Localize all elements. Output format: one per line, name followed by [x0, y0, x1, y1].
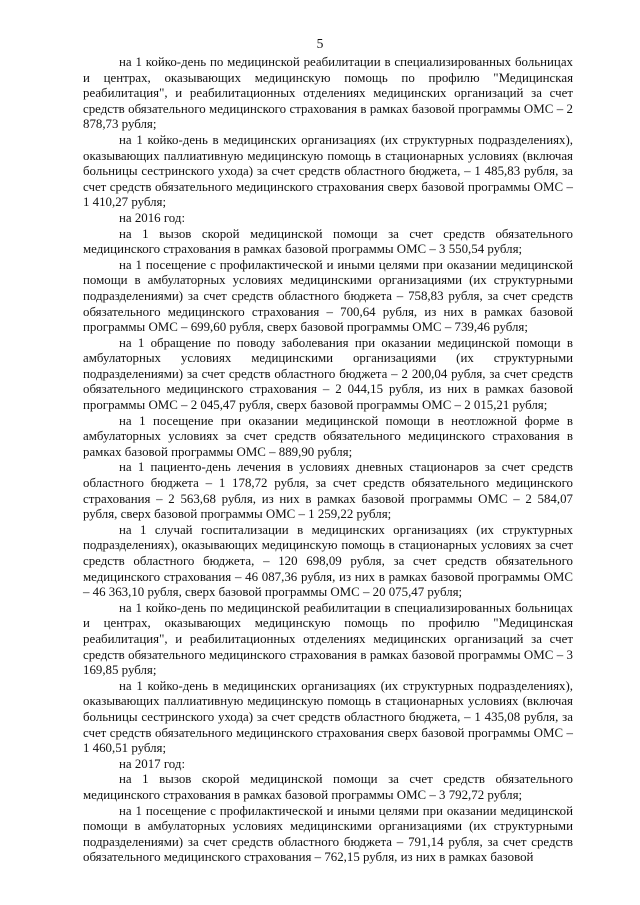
paragraph: на 1 вызов скорой медицинской помощи за счет средств обязательного медицинского страхования в рамках базовой программы ОМС – 3 792,72 рубля; — [83, 772, 573, 802]
paragraph: на 1 пациенто-день лечения в условиях дневных стационаров за счет средств областного бюджета – 1 178,72 рубля, за счет средств обязательного медицинского страхования – 2 563,68 рубля, из них в рамках базовой программы ОМС – 2 584,07 рубля, сверх базовой программы ОМС – 1 259,22 рубля; — [83, 460, 573, 522]
paragraph: на 1 койко-день в медицинских организациях (их структурных подразделениях), оказывающих паллиативную медицинскую помощь в стационарных условиях (включая больницы сестринского ухода) за счет средств областного бюджета, – 1 485,83 рубля, за счет средств обязательного медицинского страхования сверх базовой программы ОМС – 1 410,27 рубля; — [83, 132, 573, 210]
paragraph: на 1 случай госпитализации в медицинских организациях (их структурных подразделениях), оказывающих медицинскую помощь в стационарных условиях за счет средств областного бюджета, – 120 698,09 рубля, за счет средств обязательного медицинского страхования – 46 087,36 рубля, из них в рамках базовой программы ОМС – 46 363,10 рубля, сверх базовой программы ОМС – 20 075,47 рубля; — [83, 522, 573, 600]
paragraph: на 1 вызов скорой медицинской помощи за счет средств обязательного медицинского страхования в рамках базовой программы ОМС – 3 550,54 рубля; — [83, 226, 573, 257]
paragraph: на 1 обращение по поводу заболевания при оказании медицинской помощи в амбулаторных условиях медицинскими организациями (их структурными подразделениями) за счет средств областного бюджета – 2 200,04 рубля, за счет средств обязательного медицинского страхования – 2 044,15 рубля, из них в рамках базовой программы ОМС – 2 045,47 рубля, сверх базовой программы ОМС – 2 015,21 рубля; — [83, 335, 573, 413]
year-heading: на 2016 год: — [119, 210, 186, 225]
paragraph: на 1 койко-день по медицинской реабилитации в специализированных больницах и центрах, оказывающих медицинскую помощь по профилю "Медицинская реабилитация", и реабилитационных отделениях медицинских организаций за счет средств обязательного медицинского страхования в рамках базовой программы ОМС – 2 878,73 рубля; — [83, 55, 573, 132]
paragraph: на 1 посещение с профилактической и иными целями при оказании медицинской помощи в амбулаторных условиях медицинскими организациями (их структурными подразделениями) за счет средств областного бюджета – 791,14 рубля, за счет средств обязательного медицинского страхования – 762,15 рубля, из них в рамках базовой — [83, 803, 573, 865]
paragraph: на 1 посещение при оказании медицинской помощи в неотложной форме в амбулаторных условиях за счет средств обязательного медицинского страхования в рамках базовой программы ОМС – 889,90 рубля; — [83, 413, 573, 459]
paragraph: на 1 посещение с профилактической и иными целями при оказании медицинской помощи в амбулаторных условиях медицинскими организациями (их структурными подразделениями) за счет средств областного бюджета – 758,83 рубля, за счет средств обязательного медицинского страхования – 700,64 рубля, из них в рамках базовой программы ОМС – 699,60 рубля, сверх базовой программы ОМС – 739,46 рубля; — [83, 257, 573, 335]
year-heading: на 2017 год: — [119, 756, 186, 771]
paragraph: на 1 койко-день в медицинских организациях (их структурных подразделениях), оказывающих паллиативную медицинскую помощь в стационарных условиях (включая больницы сестринского ухода) за счет средств областного бюджета, – 1 435,08 рубля, за счет средств обязательного медицинского страхования сверх базовой программы ОМС – 1 460,51 рубля; — [83, 678, 573, 756]
document-body — [83, 55, 573, 866]
page-number: 5 — [316, 36, 324, 51]
paragraph: на 1 койко-день по медицинской реабилитации в специализированных больницах и центрах, оказывающих медицинскую помощь по профилю "Медицинская реабилитация", и реабилитационных отделениях медицинских организаций за счет средств обязательного медицинского страхования в рамках базовой программы ОМС – 3 169,85 рубля; — [83, 600, 573, 678]
